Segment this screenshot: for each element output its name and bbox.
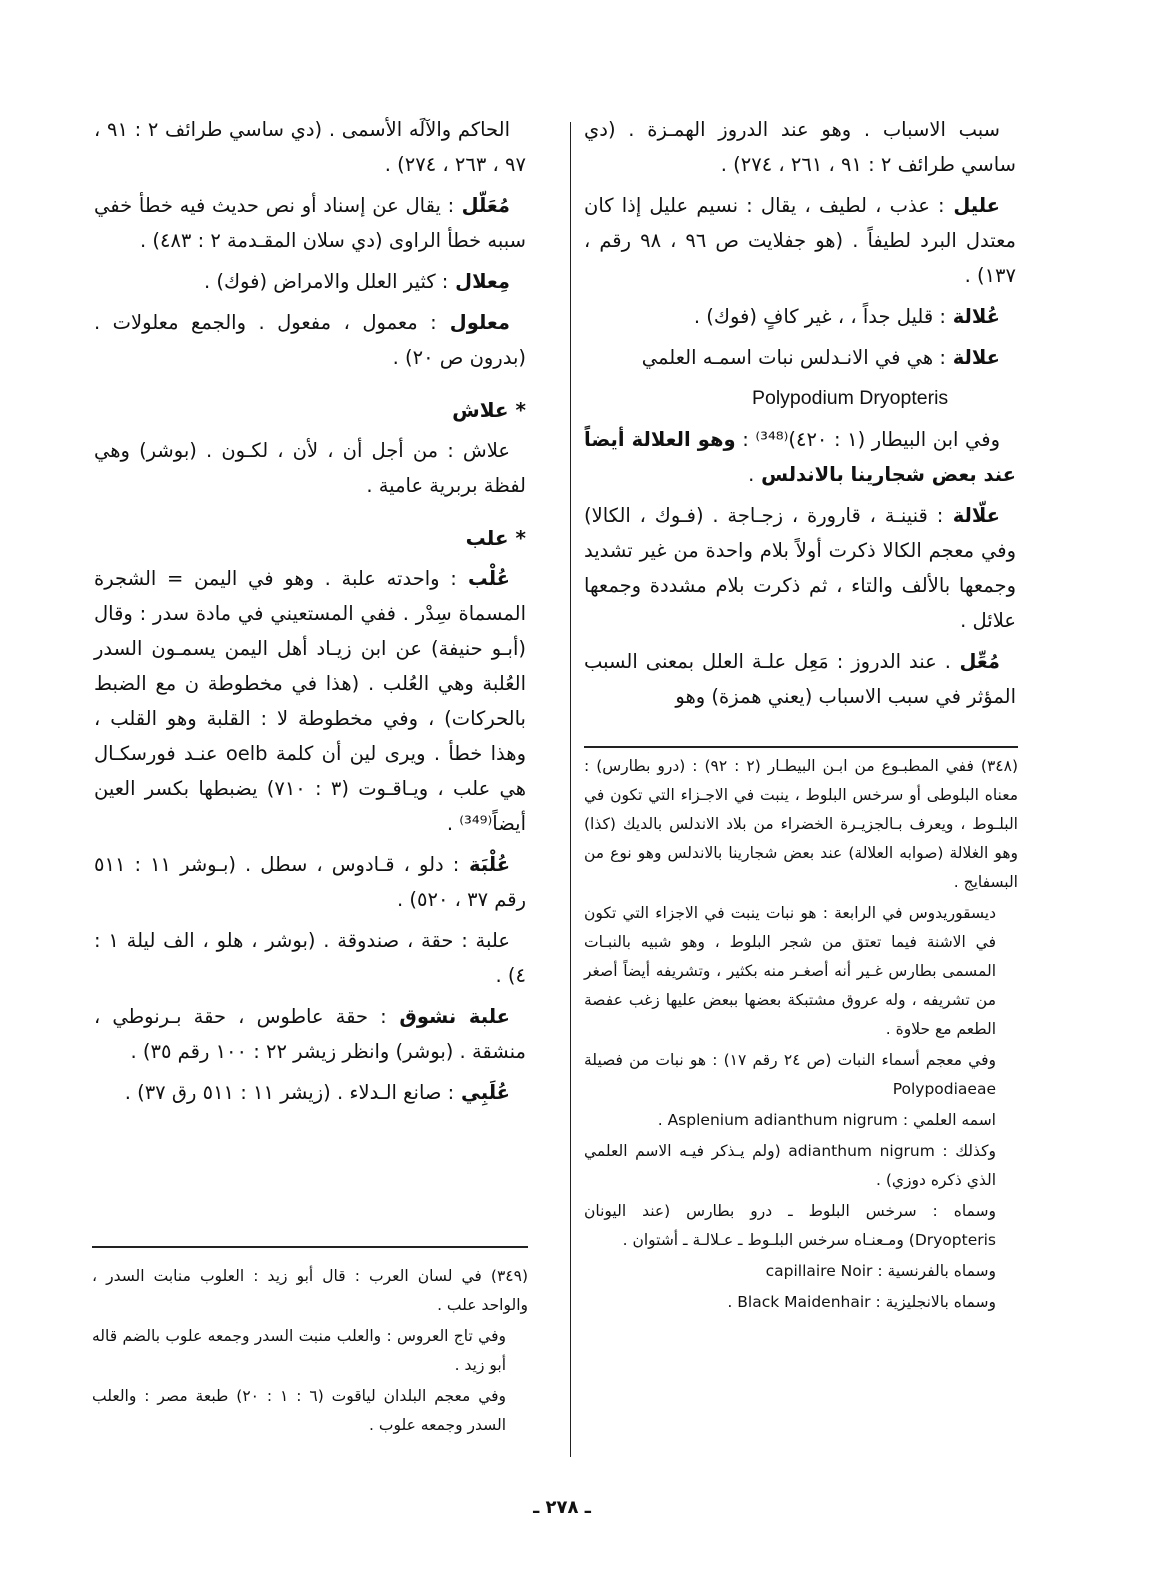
right-column [584,112,1016,720]
right-column-entries [584,112,1016,714]
dictionary-entry [94,305,526,375]
footnote-line: وسماه بالفرنسية : capillaire Noir [765,1262,996,1280]
dictionary-entry [584,188,1016,293]
dictionary-entry [584,644,1016,714]
dictionary-entry [94,1075,526,1110]
footnote-line: وسماه بالانجليزية : Black Maidenhair . [727,1293,996,1311]
dictionary-entry [94,923,526,993]
entry-text: . [748,463,755,486]
dictionary-entry [94,433,526,503]
entry-text: . عند الدروز : مَعِل علـة العلل بمعنى السبب المؤثر في سبب الاسباب (يعني همزة) وهو [584,650,1016,708]
dictionary-entry [584,112,1016,182]
entry-text: سبب الاسباب . وهو عند الدروز الهمـزة . (دي ساسي طرائف ٢ : ٩١ ، ٢٦١ ، ٢٧٤) . [584,118,1016,176]
left-column-top-entries [94,112,526,375]
entry-headword: معلول [436,311,510,334]
entry-text: : هي في الانـدلس نبات اسمـه العلمي [641,346,946,369]
entry-text: : كثير العلل والامراض (فوك) . [203,270,449,293]
latin-term: Polypodium Dryopteris [752,387,949,409]
alab-entries [94,561,526,1110]
dictionary-entry [94,264,526,299]
entry-text: : يقال عن إسناد أو نص حديث فيه خطأ خفي سببه خطأ الراوى (دي سلان المقـدمة ٢ : ٤٨٣) . [94,194,526,252]
dictionary-entry [94,999,526,1069]
entry-text: : دلو ، قـادوس ، سطل . (بـوشر ١١ : ٥١١ رقم ٣٧ ، ٥٢٠) . [94,853,526,911]
footnote-rule-left [92,1246,528,1248]
entry-text: : معمول ، مفعول . والجمع معلولات . (بدرون ص ٢٠) . [94,311,526,369]
entry-headword: علبة نشوق [386,1005,510,1028]
entry-headword: مُعَلّل [454,194,511,217]
footnote-rule-right [584,746,1018,748]
entry-text: الحاكم والآلَه الأسمى . (دي ساسي طرائف ٢ : ٩١ ، ٩٧ ، ٢٦٣ ، ٢٧٤) . [94,118,526,176]
entry-text: : صانع الـدلاء . (زيشر ١١ : ٥١١ رق ٣٧) . [124,1081,455,1104]
entry-text: علاش : من أجل أن ، لأن ، لكـون . (بوشر) وهي لفظة بربرية عامية . [94,439,526,497]
entry-headword: عُلَبِي [454,1081,510,1104]
page-number: ـ ٢٧٨ ـ [533,1497,591,1518]
entry-text: علبة : حقة ، صندوقة . (بوشر ، هلو ، الف ليلة ١ : ٤) . [94,929,526,987]
entry-headword: مِعلال [448,270,510,293]
entry-text: : قنينـة ، قارورة ، زجـاجة . (فـوك ، الكالا) وفي معجم الكالا ذكرت أولاً بلام واحدة من غير تشديد وجمعها بالألف والتاء ، ثم ذكرت بلام مشددة وجمعها علائل . [584,504,1016,632]
entry-headword: عُلْبَة [459,853,511,876]
section-heading-alash: * علاش [452,398,526,422]
footnote-line: ديسقوريدوس في الرابعة : هو نبات ينبت في الاجزاء التي تكون في الاشنة فيما تعتق من شجر البلوط ، وهو شبيه بالنبـات المسمى بطارس غـير أنه أصغـر منه بكثير ، وتشريفه أيضاً أصغر من تشريفه ، وله عروق مشتبكة بعضها ببعض عليها زغب عفصة الطعم مع حلاوة . [584,904,996,1038]
entry-text: : قليل جداً ، ، غير كافٍ (فوك) . [693,305,946,328]
entry-lead: وفي ابن البيطار (١ : ٤٢٠)⁽³⁴⁸⁾ : [735,428,1000,451]
footnote-line: اسمه العلمي : Asplenium adianthum nigrum . [657,1111,996,1129]
footnote-line: (٣٤٨) ففي المطبـوع من ابـن البيطـار (٢ : ٩٢) : (درو بطارس) : معناه البلوطى أو سرخس البلوط ، ينبت في الاجـزاء التي تكون في البلـوط ، ويعرف بـالجزيـرة الخضراء من بلاد الاندلس بالديك (كذا) وهو الغلالة (صوابه العلالة) عند بعض شجارينا بالاندلس وهو نوع من البسفايج . [584,757,1018,891]
footnote-line: وسماه : سرخس البلوط ـ درو بطارس (عند اليونان Dryopteris) ومـعنـاه سرخس البلـوط ـ عـلالـة ـ أشتوان . [584,1202,996,1249]
entry-headword: مُعِّل [950,650,1001,673]
dictionary-entry [94,112,526,182]
footnote-349-lines [92,1262,528,1440]
entry-text: : واحدته علبة . وهو في اليمن = الشجرة المسماة سِدْر . ففي المستعيني في مادة سدر : وقال (أبـو حنيفة) عن ابن زيـاد أهل اليمن يسمـون السدر العُلبة وهي العُلب . (هذا في مخطوطة ن مع الضبط بالحركات) ، وفي مخطوطة لا : القلبة وهو القلب ، وهذا خطأ . ويرى لين أن كلمة oelb عنـد فورسكـال هي علب ، ويـاقـوت (٣ : ٧١٠) يضبطها بكسر العين أيضاً⁽³⁴⁹⁾ . [94,567,526,835]
dictionary-entry [94,188,526,258]
footnote-349 [92,1262,528,1442]
footnote-line: وفي معجم البلدان لياقوت (٦ : ١ : ٢٠) طبعة مصر : والعلب السدر وجمعه علوب . [92,1387,507,1434]
footnote-line: (٣٤٩) في لسان العرب : قال أبو زيد : العلوب منابت السدر ، والواحد علب . [92,1267,528,1314]
dictionary-entry [94,847,526,917]
entry-headword: عليل [944,194,1001,217]
entry-text: : حقة عاطوس ، حقة بـرنوطي ، منشقة . (بوشر) وانظر زيشر ٢٢ : ١٠٠ رقم ٣٥) . [94,1005,526,1063]
entry-headword: وهو العلالة أيضاً عند بعض شجارينا بالاندلس [584,428,1016,486]
dictionary-entry [584,340,1016,375]
dictionary-entry [584,422,1016,492]
footnote-348-lines [584,752,1018,1317]
left-column [94,112,526,1116]
dictionary-entry [584,498,1016,638]
entry-headword: عُلالة [945,305,1000,328]
section-heading-alab: * علب [465,526,526,550]
dictionary-entry [94,561,526,841]
footnote-line: وفي تاج العروس : والعلب منبت السدر وجمعه علوب بالضم قاله أبو زيد . [92,1327,506,1374]
footnote-line: وفي معجم أسماء النبات (ص ٢٤ رقم ١٧) : هو نبات من فصيلة Polypodiaeae [584,1051,996,1098]
entry-headword: عُلْب [456,567,510,590]
entry-headword: علّالة [943,504,1000,527]
entry-text: : عذب ، لطيف ، يقال : نسيم عليل إذا كان معتدل البرد لطيفاً . (هو جفلايت ص ٩٦ ، ٩٨ رقم ، ١٣٧) . [584,194,1016,287]
dictionary-entry [584,299,1016,334]
alash-entries [94,433,526,503]
footnote-line: وكذلك : adianthum nigrum (ولم يـذكر فيـه الاسم العلمي الذي ذكره دوزي) . [584,1142,996,1189]
column-divider [570,122,571,1457]
footnote-348 [584,752,1018,1319]
entry-headword: علالة [945,346,1000,369]
